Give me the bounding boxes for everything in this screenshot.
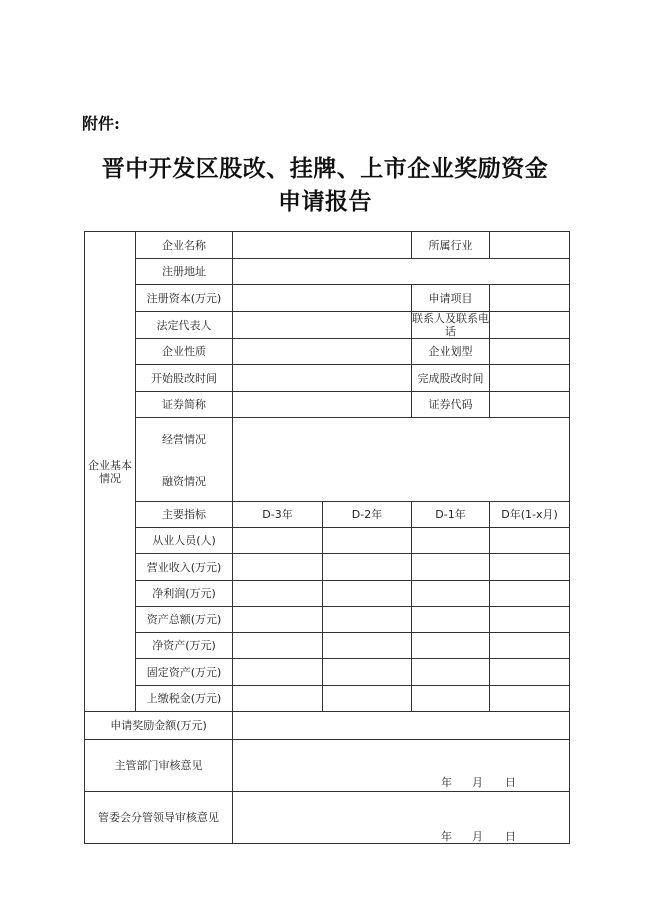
input-stock-abbr[interactable] — [233, 392, 411, 417]
leader-date-month: 月 — [472, 830, 483, 843]
label-financing: 融资情况 — [162, 474, 206, 488]
input-contact[interactable] — [490, 312, 569, 338]
indicator-row-employees: 从业人员(人) — [152, 534, 216, 547]
input-reg-capital[interactable] — [233, 285, 411, 311]
input-nature[interactable] — [233, 339, 411, 364]
label-contact: 联系人及联系电 话 — [412, 312, 489, 338]
input-dept-opinion[interactable] — [233, 740, 569, 791]
input-leader-opinion[interactable] — [233, 792, 569, 843]
label-reg-capital: 注册资本(万元) — [146, 291, 222, 305]
indicator-row-net-profit: 净利润(万元) — [152, 587, 216, 600]
label-category: 企业划型 — [428, 345, 473, 358]
dept-date-year: 年 — [441, 776, 452, 789]
page-title-line-2: 申请报告 — [278, 188, 372, 215]
input-category[interactable] — [490, 339, 569, 364]
input-finish-time[interactable] — [490, 365, 569, 391]
label-operation: 经营情况 — [162, 432, 206, 446]
indicator-row-total-assets: 资产总额(万元) — [146, 613, 222, 626]
indicator-row-fixed-assets: 固定资产(万元) — [146, 665, 222, 679]
attachment-label: 附件: — [82, 114, 120, 133]
label-nature: 企业性质 — [162, 345, 206, 358]
label-finish-time: 完成股改时间 — [417, 371, 484, 385]
input-company-name[interactable] — [233, 232, 411, 258]
input-stock-code[interactable] — [490, 392, 569, 417]
indicator-row-revenue: 营业收入(万元) — [146, 560, 222, 574]
year-col-d3: D-3年 — [262, 508, 293, 521]
label-stock-code: 证券代码 — [428, 398, 473, 411]
indicators-header: 主要指标 — [162, 508, 206, 521]
input-legal-rep[interactable] — [233, 312, 411, 338]
page-title-line-1: 晋中开发区股改、挂牌、上市企业奖励资金 — [101, 155, 549, 182]
label-legal-rep: 法定代表人 — [156, 318, 212, 332]
label-reg-address: 注册地址 — [162, 265, 206, 278]
application-form-table — [84, 231, 570, 844]
label-leader-opinion: 管委会分管领导审核意见 — [98, 811, 219, 824]
input-reg-address[interactable] — [233, 259, 569, 284]
input-operation-financing[interactable] — [233, 418, 569, 501]
input-start-time[interactable] — [233, 365, 411, 391]
year-col-d1: D-1年 — [435, 508, 466, 521]
input-industry[interactable] — [490, 232, 569, 258]
section-label-basic-info: 企业基本 情况 — [88, 458, 132, 485]
leader-date-day: 日 — [505, 830, 516, 843]
label-stock-abbr: 证券简称 — [162, 398, 206, 411]
input-apply-project[interactable] — [490, 285, 569, 311]
year-col-d2: D-2年 — [351, 508, 383, 521]
leader-date-year: 年 — [441, 830, 452, 843]
dept-date-day: 日 — [505, 776, 516, 789]
dept-date-month: 月 — [472, 776, 483, 789]
indicator-row-net-assets: 净资产(万元) — [152, 639, 216, 652]
label-start-time: 开始股改时间 — [151, 371, 217, 385]
input-apply-amount[interactable] — [233, 712, 569, 739]
label-company-name: 企业名称 — [162, 238, 206, 252]
label-dept-opinion: 主管部门审核意见 — [114, 759, 203, 772]
label-industry: 所属行业 — [428, 238, 473, 252]
indicator-row-taxes: 上缴税金(万元) — [146, 692, 222, 705]
label-apply-project: 申请项目 — [428, 291, 473, 305]
label-apply-amount: 申请奖励金额(万元) — [110, 719, 207, 732]
year-col-d: D年(1-x月) — [501, 508, 558, 521]
